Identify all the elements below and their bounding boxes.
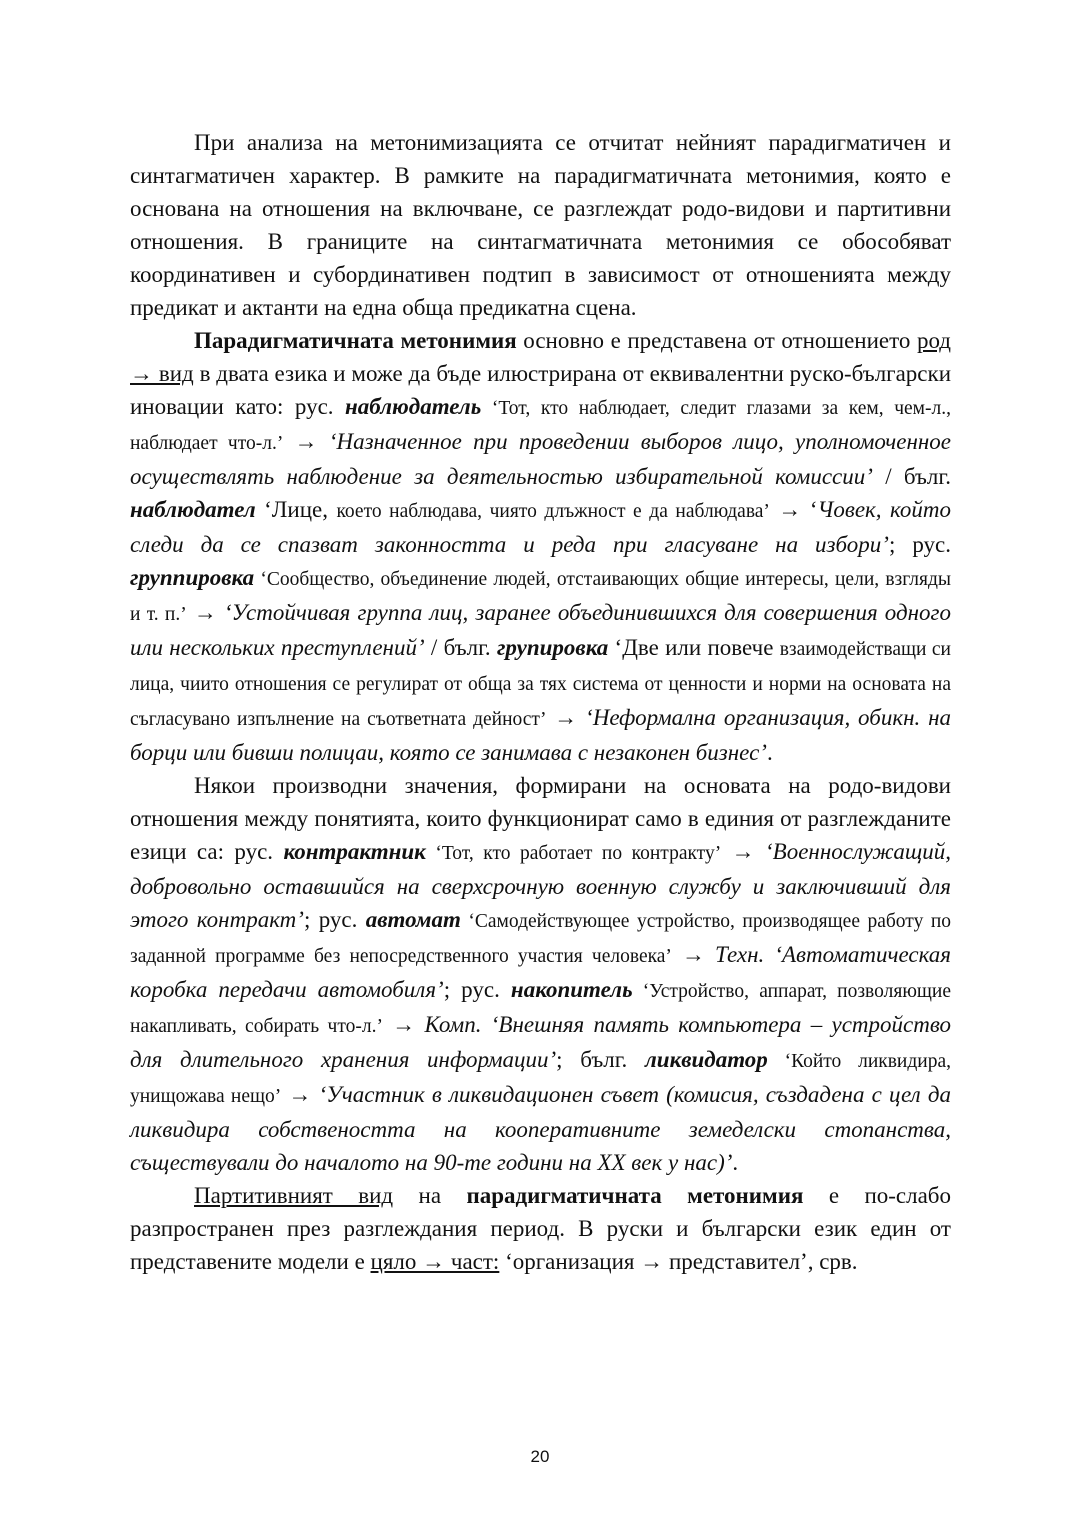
gloss: ‘Сообщество, объединение людей, отстаивающих общие интересы, цели, взгляды и т. п.’ bbox=[130, 569, 951, 625]
new-meaning: ‘Устойчивая группа лиц, заранее объединившихся для совершения одного или нескольких преступлений’ bbox=[130, 600, 952, 660]
headword: ликвидатор bbox=[644, 1047, 768, 1072]
new-meaning: ‘Неформална организация, обикн. на борци или бивши полицаи, която се занимава с незаконен бизнес’ bbox=[130, 705, 952, 765]
term-paradigmatic-metonymy: парадигматичната метонимия bbox=[466, 1183, 804, 1208]
gloss: ‘Тот, кто наблюдает, следит глазами за кем, чем-л., наблюдает что-л.’ bbox=[130, 398, 951, 454]
text-run: ‘организация → представител’, срв. bbox=[499, 1249, 858, 1274]
new-meaning: ‘Назначенное при проведении выборов лицо, уполномоченное осуществлять наблюдение за деятельностью избирательной комиссии’ bbox=[130, 429, 951, 489]
headword: автомат bbox=[365, 907, 461, 932]
arrow: → bbox=[283, 429, 329, 454]
text-run: на bbox=[393, 1183, 467, 1208]
headword: групировка bbox=[496, 635, 609, 660]
term-paradigmatic-metonymy: Парадигматичната метонимия bbox=[194, 328, 517, 353]
headword: контрактник bbox=[283, 839, 426, 864]
text-run: е по-слабо разпространен през разглеждания период. В руски и български език един от представените модели е bbox=[130, 1183, 952, 1274]
term-partitive-type: Партитивният вид bbox=[194, 1183, 394, 1208]
body-text bbox=[130, 126, 951, 1278]
text-run: основно е представена от отношението bbox=[516, 328, 917, 353]
new-meaning: Техн. ‘Автоматическая коробка передачи автомобиля’ bbox=[130, 942, 951, 1002]
text-run: ; бълг. bbox=[556, 1047, 645, 1072]
headword: наблюдател bbox=[130, 497, 256, 522]
gloss: ‘Лице, bbox=[255, 497, 337, 522]
paragraph-2 bbox=[130, 324, 951, 769]
arrow: → bbox=[671, 942, 716, 967]
text-run: . bbox=[732, 1150, 739, 1175]
text-run: / бълг. bbox=[872, 464, 951, 489]
text-run: ; рус. bbox=[443, 977, 511, 1002]
gloss: ‘Тот, кто работает по контракту’ bbox=[425, 843, 722, 864]
arrow: → bbox=[186, 600, 224, 625]
arrow: → bbox=[721, 839, 765, 864]
text-run: / бълг. bbox=[424, 635, 497, 660]
gloss: което наблюдава, чиято длъжност е да наблюдава’ bbox=[336, 501, 770, 522]
gloss: ‘Устройство, аппарат, позволяющие накапливать, собирать что-л.’ bbox=[130, 981, 951, 1037]
new-meaning: ‘Военнослужащий, добровольно оставшийся на сверхсрочную военную службу и заключивший для этого контракт’ bbox=[130, 839, 952, 932]
paragraph-3 bbox=[130, 769, 951, 1179]
arrow: → bbox=[382, 1012, 425, 1037]
new-meaning: Комп. ‘Внешняя память компьютера – устройство для длительного хранения информации’ bbox=[130, 1012, 952, 1072]
new-meaning: ‘Участник в ликвидационен съвет (комисия, създадена с цел да ликвидира собствеността на кооперативните земеделски стопанства, съществували до началото на 90-те години на ХХ век у нас)’ bbox=[130, 1082, 952, 1175]
headword: наблюдатель bbox=[345, 394, 482, 419]
text-run: При анализа на метонимизацията се отчитат нейният парадигматичен и синтагматичен характер. В рамките на парадигматичната метонимия, която е основана на отношения на включване, се разглеждат родо-видови и партитивни отношения. В границите на синтагматичната метонимия се обособяват координативен и субординативен подтип в зависимост от отношенията между предикат и актанти на една обща предикатна сцена. bbox=[130, 130, 951, 320]
text-run: Някои производни значения, формирани на основата на родо-видови отношения между понятията, които функционират само в единия от разглежданите езици са: рус. bbox=[130, 773, 951, 864]
headword: группировка bbox=[130, 565, 255, 590]
arrow: → bbox=[546, 705, 586, 730]
arrow: → bbox=[281, 1082, 319, 1107]
page-number: 20 bbox=[530, 1447, 550, 1466]
text-run: в двата езика и може да бъде илюстрирана от еквивалентни руско-български иновации като: рус. bbox=[130, 361, 951, 419]
text-run: ; рус. bbox=[888, 532, 951, 557]
text-run: . bbox=[766, 740, 773, 765]
gloss: ‘Две или повече bbox=[608, 635, 780, 660]
arrow: → ‘ bbox=[769, 497, 818, 522]
gloss: ‘Който ликвидира, унищожава нещо’ bbox=[130, 1051, 952, 1107]
paragraph-4 bbox=[130, 1179, 951, 1278]
text-run: ; рус. bbox=[303, 907, 366, 932]
model-genus-species: род → вид bbox=[130, 328, 951, 386]
gloss: ‘Самодействующее устройство, производящее работу по заданной программе без непосредственного участия человека’ bbox=[130, 911, 952, 967]
new-meaning: Човек, който следи да се спазват законността и реда при гласуване на избори’ bbox=[130, 497, 951, 557]
headword: накопитель bbox=[510, 977, 633, 1002]
gloss: взаимодействащи си лица, чиито отношения се регулират от обща за тях система от ценности и норми на основата на съгласувано изпълнение на съответната дейност’ bbox=[130, 639, 951, 730]
model-whole-part: цяло → част: bbox=[370, 1249, 500, 1274]
paragraph-1 bbox=[130, 126, 951, 324]
